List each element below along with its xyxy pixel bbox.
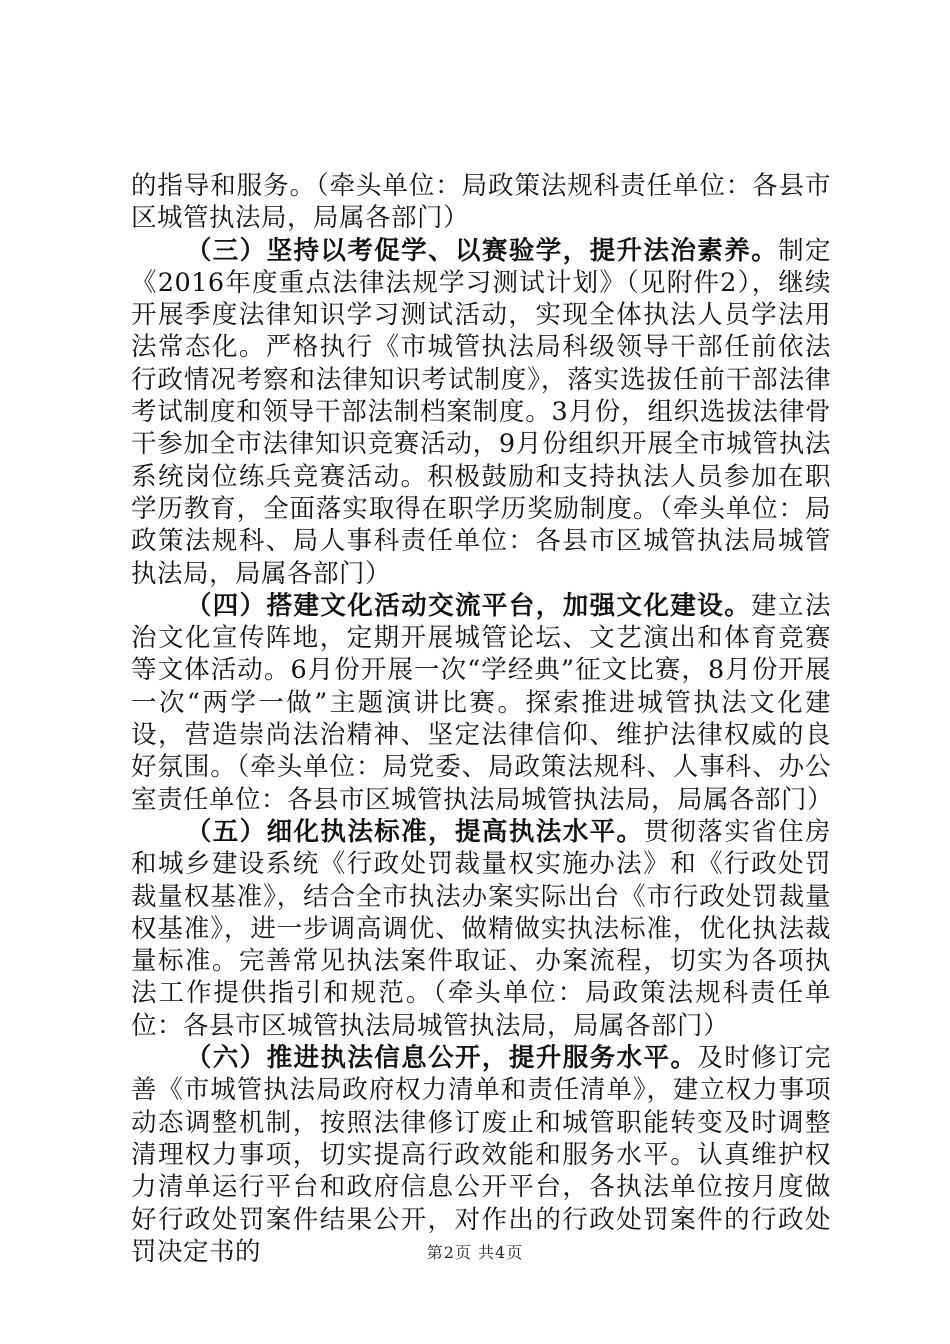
section-heading: （三）坚持以考促学、以赛验学，提升法治素养。 bbox=[185, 235, 779, 266]
paragraph-continuation bbox=[131, 170, 831, 235]
paragraph-text: 建立法治文化宣传阵地，定期开展城管论坛、文艺演出和体育竞赛等文体活动。6月份开展一次“学经典”征文比赛，8月份开展一次“两学一做”主题演讲比赛。探索推进城管执法文化建设，营造崇尚法治精神、坚定法律信仰、维护法律权威的良好氛围。（牵头单位：局党委、局政策法规科、人事科、办公室责任单位：各县市区城管执法局城管执法局，局属各部门） bbox=[131, 590, 834, 815]
section-heading: （六）推进执法信息公开，提升服务水平。 bbox=[185, 1043, 698, 1074]
paragraph-section-5 bbox=[131, 816, 831, 1042]
body-text bbox=[131, 170, 834, 1268]
section-heading: （四）搭建文化活动交流平台，加强文化建设。 bbox=[185, 590, 752, 621]
paragraph-text: 的指导和服务。（牵头单位：局政策法规科责任单位：各县市区城管执法局，局属各部门） bbox=[131, 171, 831, 234]
paragraph-text: 贯彻落实省住房和城乡建设系统《行政处罚裁量权实施办法》和《行政处罚裁量权基准》，结合全市执法办案实际出台《市行政处罚裁量权基准》，进一步调高调优、做精做实执法标准，优化执法裁量标准。完善常见执法案件取证、办案流程，切实为各项执法工作提供指引和规范。（牵头单位：局政策法规科责任单位：各县市区城管执法局城管执法局，局属各部门） bbox=[131, 816, 831, 1041]
paragraph-section-6 bbox=[131, 1042, 831, 1268]
paragraph-section-4 bbox=[131, 590, 834, 816]
paragraph-section-3 bbox=[131, 235, 831, 590]
section-heading: （五）细化执法标准，提高执法水平。 bbox=[185, 816, 644, 847]
page-footer: 第2页 共4页 bbox=[426, 1243, 524, 1262]
paragraph-text: 及时修订完善《市城管执法局政府权力清单和责任清单》，建立权力事项动态调整机制，按照法律修订废止和城管职能转变及时调整清理权力事项，切实提高行政效能和服务水平。认真维护权力清单运行平台和政府信息公开平台，各执法单位按月度做好行政处罚案件结果公开，对作出的行政处罚案件的行政处罚决定书的 bbox=[131, 1043, 831, 1267]
paragraph-text: 制定《2016年度重点法律法规学习测试计划》（见附件2），继续开展季度法律知识学习测试活动，实现全体执法人员学法用法常态化。严格执行《市城管执法局科级领导干部任前依法行政情况考察和法律知识考试制度》，落实选拔任前干部法律考试制度和领导干部法制档案制度。3月份，组织选拔法律骨干参加全市法律知识竞赛活动，9月份组织开展全市城管执法系统岗位练兵竞赛活动。积极鼓励和支持执法人员参加在职学历教育，全面落实取得在职学历奖励制度。（牵头单位：局政策法规科、局人事科责任单位：各县市区城管执法局城管执法局，局属各部门） bbox=[131, 235, 831, 589]
